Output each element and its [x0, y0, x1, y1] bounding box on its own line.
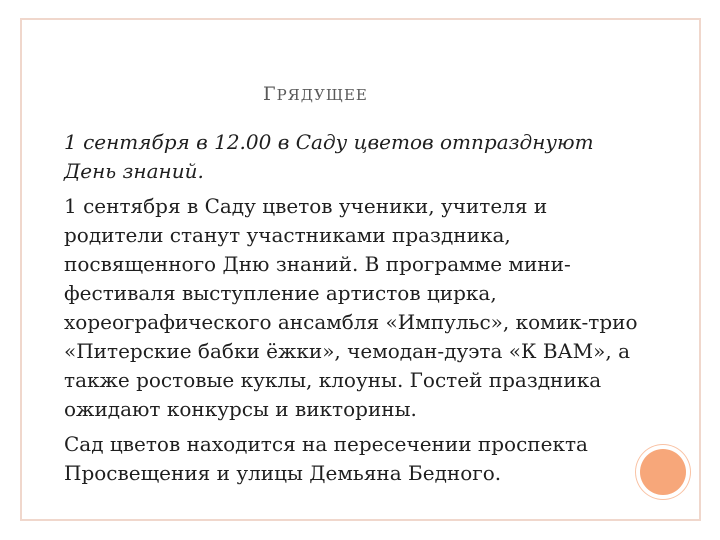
description-line: 1 сентября в Саду цветов ученики, учителя и — [64, 194, 548, 218]
description-line: фестиваля выступление артистов цирка, — [64, 281, 497, 305]
description-line: также ростовые куклы, клоуны. Гостей праздника — [64, 368, 602, 392]
announcement-line: 1 сентября в 12.00 в Саду цветов отпразднуют — [64, 130, 594, 154]
location-line: Просвещения и улицы Демьяна Бедного. — [64, 461, 502, 485]
slide-title-rest: РЯДУЩЕЕ — [276, 86, 368, 104]
slide-title-initial: Г — [263, 83, 277, 105]
location-text — [64, 430, 694, 488]
slide-title — [263, 83, 368, 106]
slide-body — [64, 128, 694, 488]
description-line: посвященного Дню знаний. В программе мини- — [64, 252, 571, 276]
announcement-line: День знаний. — [64, 159, 204, 183]
description-line: хореографического ансамбля «Импульс», комик-трио — [64, 310, 638, 334]
location-line: Сад цветов находится на пересечении проспекта — [64, 432, 588, 456]
description-line: «Питерские бабки ёжки», чемодан-дуэта «К ВАМ», а — [64, 339, 631, 363]
description-line: ожидают конкурсы и викторины. — [64, 397, 417, 421]
announcement-text — [64, 128, 694, 186]
decorative-circle — [640, 449, 686, 495]
event-description — [64, 192, 694, 424]
description-line: родители станут участниками праздника, — [64, 223, 511, 247]
